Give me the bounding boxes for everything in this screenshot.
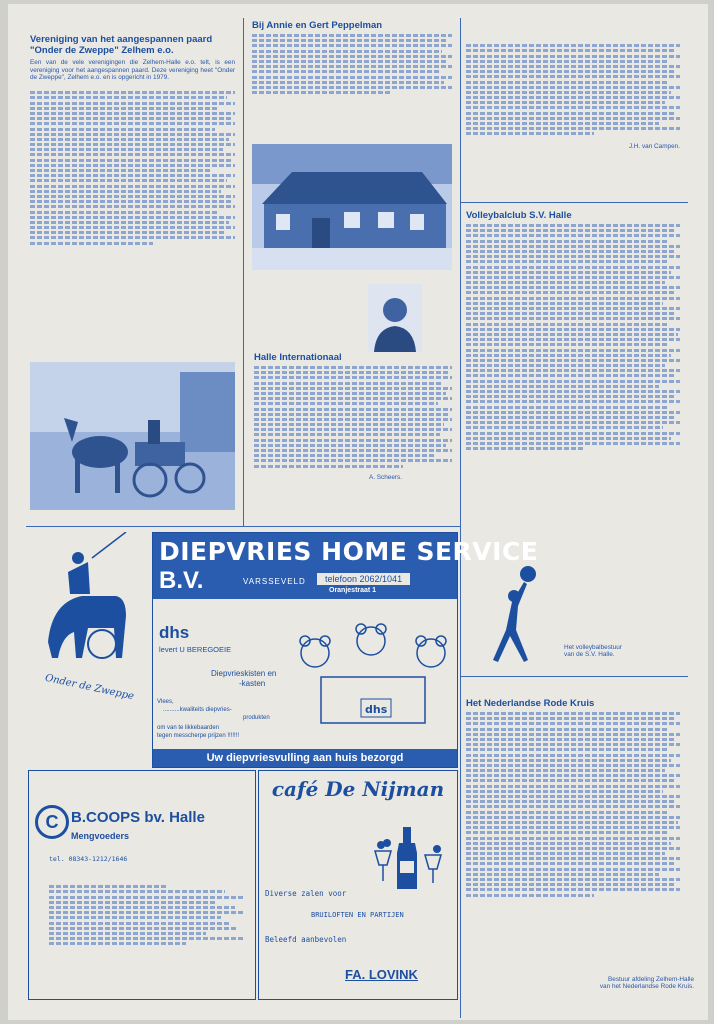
dhs-line: produkten: [243, 715, 270, 721]
newspaper-page: [8, 4, 708, 1020]
article-title: Halle Internationaal: [254, 352, 342, 363]
dhs-town: VARSSEVELD: [243, 577, 306, 586]
cafe-title: café De Nijman: [271, 777, 445, 801]
dhs-product: -kasten: [239, 679, 266, 688]
dhs-line: Vlees,: [157, 699, 174, 705]
article-peppelman: [252, 20, 452, 96]
section-rule: [26, 526, 460, 527]
article-rode-kruis: [466, 698, 680, 899]
article-title: Het Nederlandse Rode Kruis: [466, 698, 595, 709]
signoff-line: van het Nederlandse Rode Kruis.: [599, 983, 694, 990]
coops-subtitle: Mengvoeders: [71, 831, 130, 841]
signoff-line: Het volleybalbestuur: [564, 644, 622, 651]
article-intro: Een van de vele verenigingen die Zelhem-Halle e.o. telt, is een vereniging voor het aangespannen paard. Deze vereniging heet "Onder de Zweppe", Zelhem e.o. en is opgericht in 1979.: [30, 59, 235, 82]
article-onder-de-zweppe: [30, 34, 235, 247]
wine-bottle-icon: [371, 825, 449, 891]
ad-cafe-de-nijman: [258, 770, 458, 1000]
dhs-slogan: Uw diepvriesvulling aan huis bezorgd: [153, 749, 457, 767]
dhs-line: ..........kwaliteits diepvries-: [163, 707, 232, 713]
dhs-logo: dhs: [159, 623, 190, 642]
cafe-owner: FA. LOVINK: [345, 967, 418, 982]
dhs-line: tegen messcherpe prijzen !!!!!!!: [157, 733, 240, 739]
ad-b-coops: [28, 770, 256, 1000]
ad-onder-de-zweppe: [30, 532, 144, 762]
article-title: Bij Annie en Gert Peppelman: [252, 20, 383, 31]
article-halle-internationaal: [254, 352, 452, 481]
bears-dining-illustration: [291, 623, 453, 735]
signature: J.H. van Campen.: [628, 143, 680, 151]
column-rule: [460, 18, 461, 1018]
column-rule: [243, 18, 244, 526]
redcross-signoff: [564, 976, 694, 990]
coops-body: [49, 883, 245, 947]
dhs-phone: telefoon 2062/1041: [317, 573, 410, 585]
signature: A. Scheers.: [368, 473, 402, 481]
article-body: [252, 34, 452, 94]
article-body: [30, 91, 235, 244]
dhs-product: Diepvrieskisten en: [211, 669, 277, 678]
article-body: [254, 366, 452, 468]
dhs-title: DIEPVRIES HOME SERVICE: [159, 537, 539, 566]
dhs-header: [153, 533, 539, 599]
volleyball-player-illustration: [478, 564, 540, 676]
article-sportraad: [466, 42, 680, 150]
photo-horse-carriage: [30, 362, 235, 510]
signoff-line: Bestuur afdeling Zelhem-Halle: [608, 976, 694, 983]
carriage-illustration: [30, 532, 144, 672]
dhs-line: om van te likkebaarden: [157, 725, 220, 731]
photo-farmhouse: [252, 144, 452, 270]
svg-text:dhs: dhs: [365, 703, 388, 716]
ad-caption: Onder de Zweppe: [43, 672, 135, 703]
cafe-line: Diverse zalen voor: [265, 889, 347, 898]
article-title: Volleybalclub S.V. Halle: [466, 210, 572, 221]
cafe-line: Beleefd aanbevolen: [265, 935, 347, 944]
article-body: [466, 712, 680, 897]
article-title: Vereniging van het aangespannen paard: [30, 34, 213, 45]
article-body: [466, 224, 680, 450]
section-rule: [460, 676, 688, 677]
coops-name: B.COOPS bv. Halle: [71, 809, 205, 826]
section-rule: [460, 202, 688, 203]
dhs-address: Oranjestraat 1: [329, 587, 377, 594]
coops-logo-icon: C: [35, 805, 69, 839]
photo-portrait: [368, 284, 422, 352]
article-title: "Onder de Zweppe" Zelhem e.o.: [30, 45, 174, 56]
volley-signoff: [564, 644, 680, 658]
dhs-bv: B.V.: [159, 567, 204, 594]
coops-phone: tel. 08343-1212/1646: [49, 855, 128, 863]
article-body: [466, 44, 680, 135]
dhs-delivers: levert U BEREGOEIE: [159, 645, 232, 654]
article-volleybalclub: [466, 210, 680, 452]
signoff-line: van de S.V. Halle.: [564, 651, 615, 658]
cafe-line: BRUILOFTEN EN PARTIJEN: [311, 911, 404, 919]
